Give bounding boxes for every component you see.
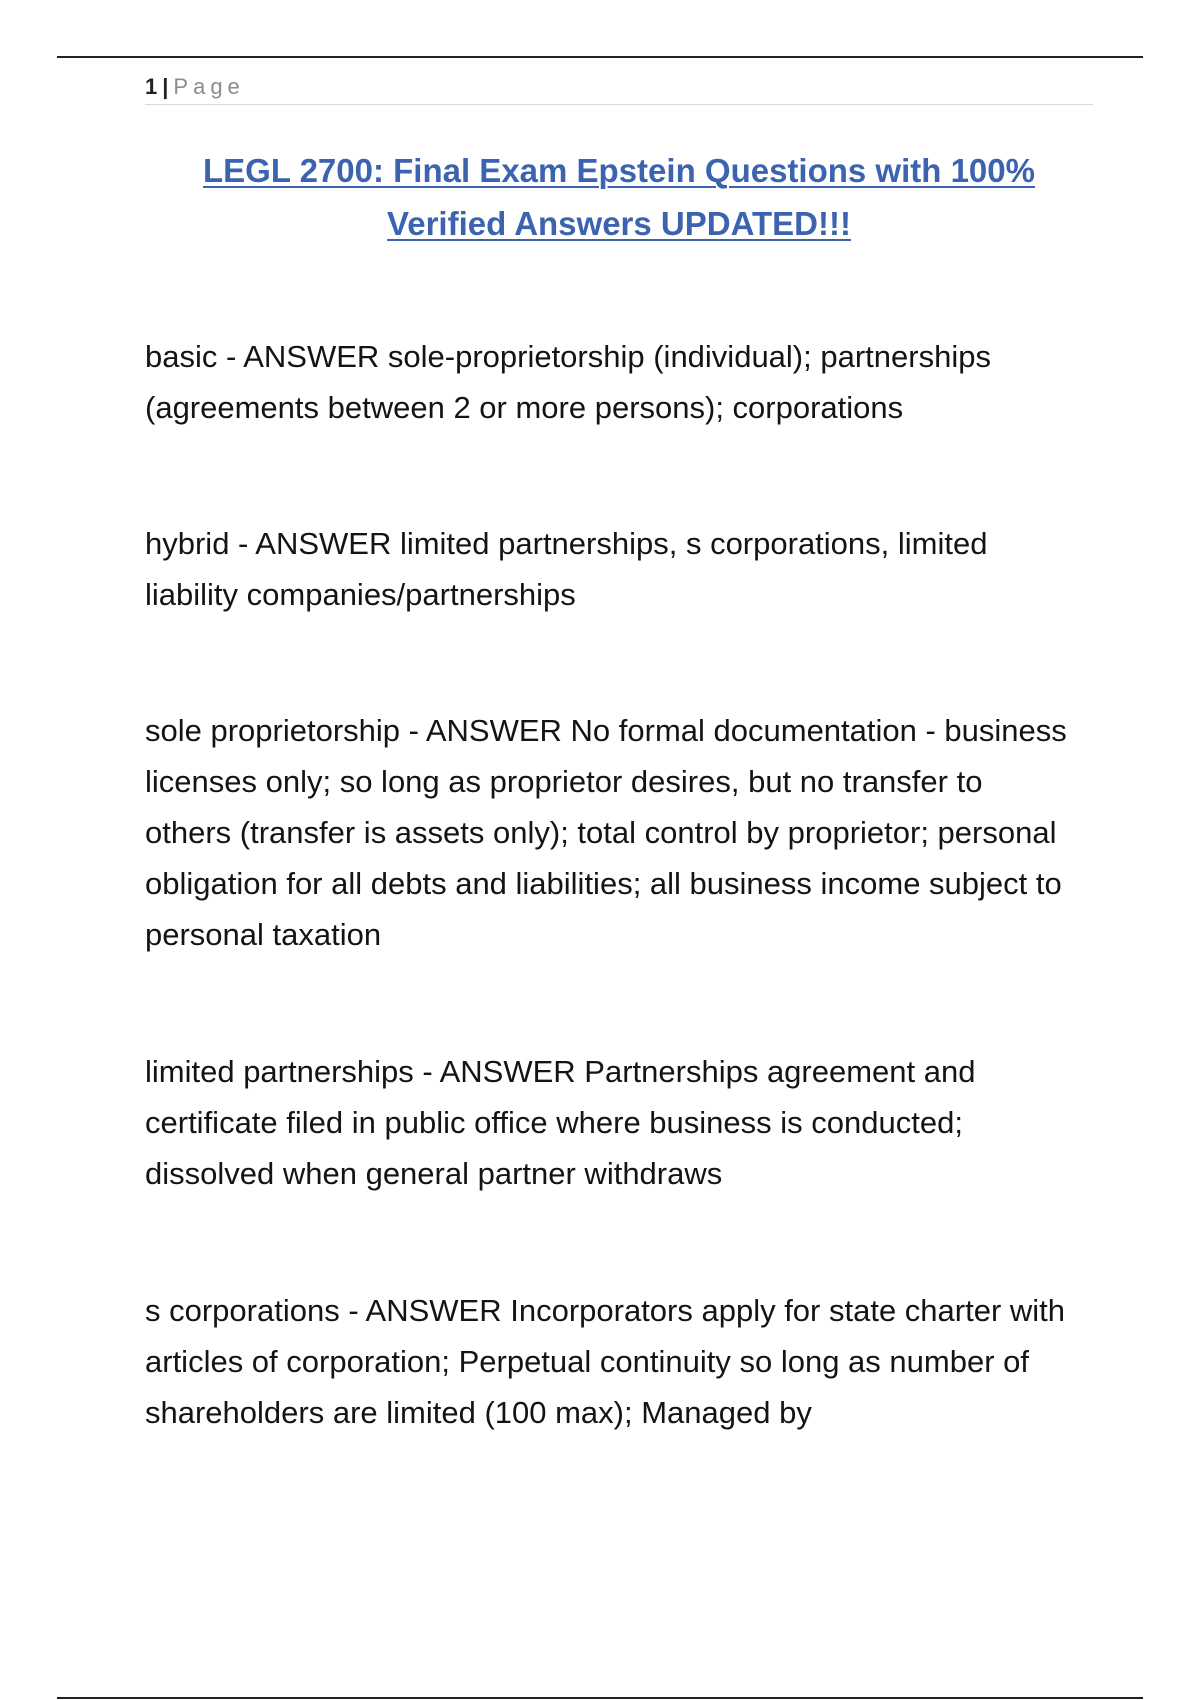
bottom-rule (57, 1697, 1143, 1699)
top-rule (57, 56, 1143, 58)
qa-entry-basic: basic - ANSWER sole-proprietorship (individual); partnerships (agreements between 2 or more persons); corporations (145, 339, 991, 425)
qa-entry-limited-partnerships: limited partnerships - ANSWER Partnerships agreement and certificate filed in public office where business is conducted; dissolved when general partner withdraws (145, 1054, 976, 1191)
page-number: 1 (145, 74, 158, 99)
page-separator: | (162, 74, 169, 99)
document-title: LEGL 2700: Final Exam Epstein Questions with 100% Verified Answers UPDATED!!! (203, 152, 1035, 242)
page-label: Page (173, 74, 245, 99)
qa-entry-s-corporations: s corporations - ANSWER Incorporators apply for state charter with articles of corporation; Perpetual continuity so long as number of shareholders are limited (100 max); Managed by (145, 1293, 1066, 1430)
qa-entry-hybrid: hybrid - ANSWER limited partnerships, s corporations, limited liability companies/partnerships (145, 526, 988, 612)
page-header (145, 74, 1093, 105)
qa-entry-sole-proprietorship: sole proprietorship - ANSWER No formal documentation - business licenses only; so long as proprietor desires, but no transfer to others (transfer is assets only); total control by proprietor; personal obligation for all debts and liabilities; all business income subject to personal taxation (145, 713, 1067, 952)
